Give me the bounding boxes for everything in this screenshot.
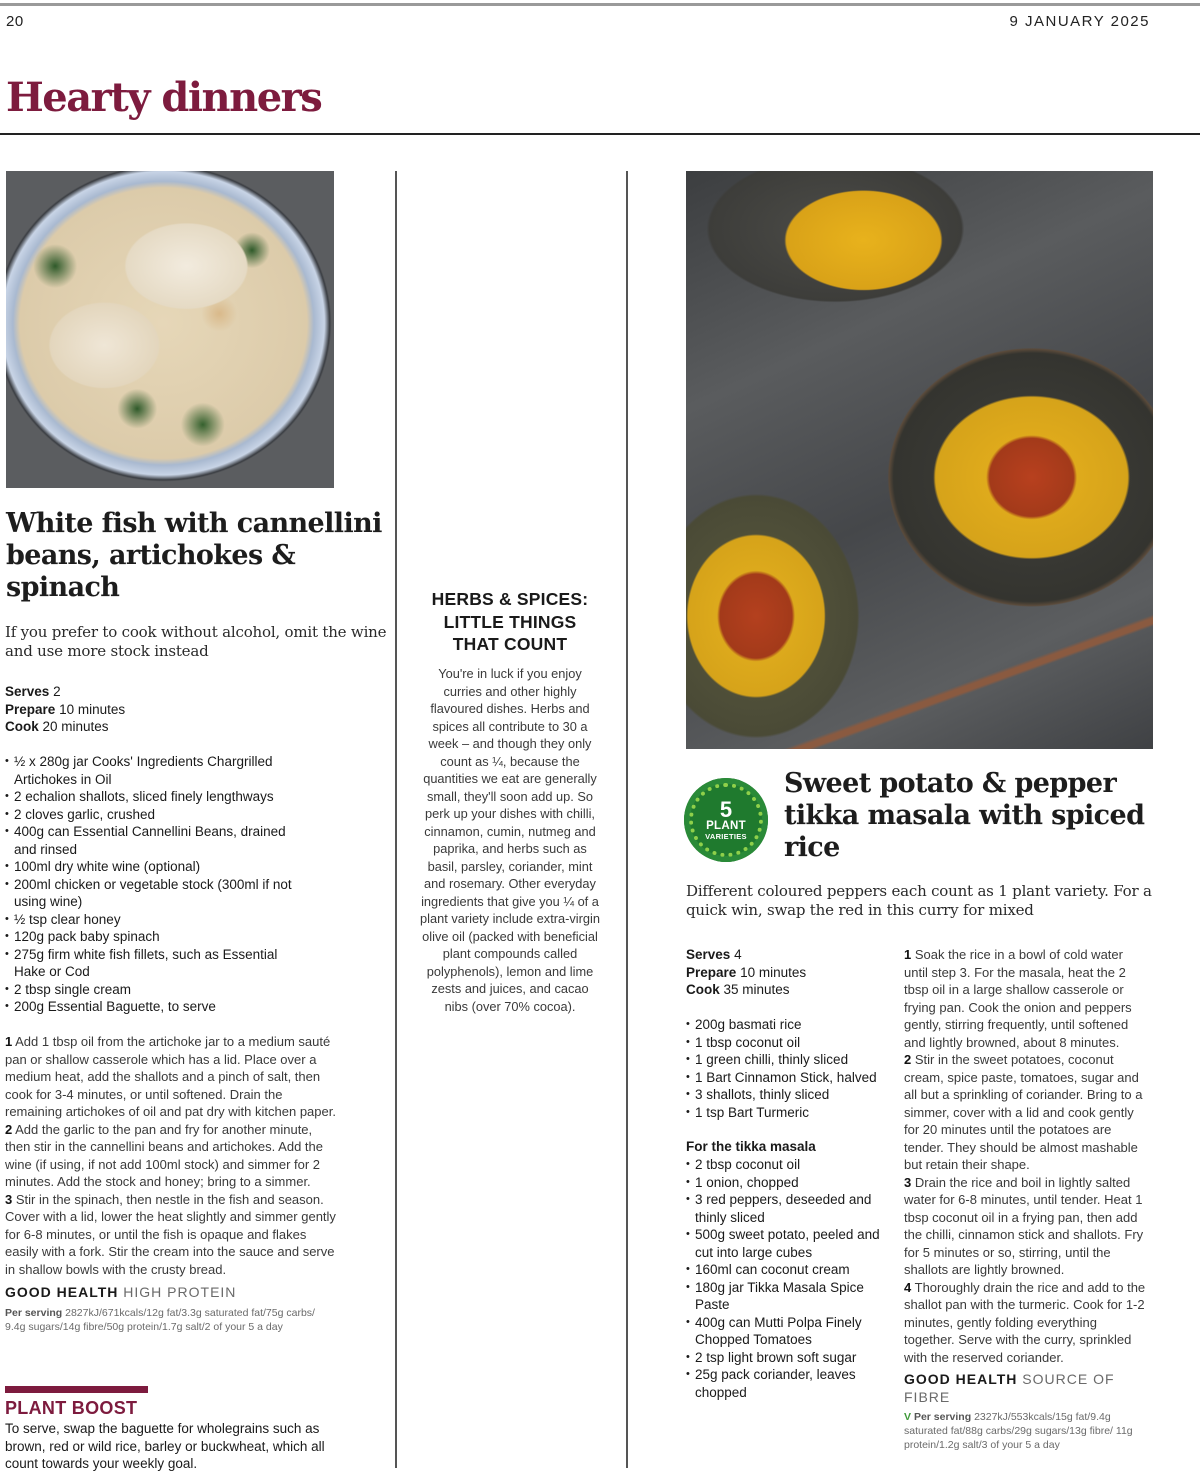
ingredient-item: • 2 echalion shallots, sliced finely lengthways xyxy=(5,788,295,806)
step-number: 3 xyxy=(5,1191,13,1207)
prepare-value: 10 minutes xyxy=(740,964,807,980)
step-text: Add 1 tbsp oil from the artichoke jar to a medium sauté pan or shallow casserole which has a lid. Place over a medium heat, add the shallots and a pinch of salt, then cook for 3-4 minutes, or until softened. Drain the remaining artichokes of oil and pat dry with kitchen paper. xyxy=(5,1034,336,1119)
step-text: Soak the rice in a bowl of cold water until step 3. For the masala, heat the 2 tbsp oil in a large shallow casserole or frying pan. Cook the onion and peppers gently, stirring frequently, until softened and lightly browned, about 8 minutes. xyxy=(904,947,1132,1050)
ingredient-item: • 100ml dry white wine (optional) xyxy=(5,858,295,876)
curry-recipe-meta xyxy=(686,946,886,999)
fish-good-health xyxy=(5,1283,385,1301)
step-number: 1 xyxy=(904,947,912,962)
ingredient-item: • 1 green chilli, thinly sliced xyxy=(686,1051,886,1069)
curry-good-health xyxy=(904,1370,1144,1406)
fish-method xyxy=(5,1033,340,1278)
cook-value: 20 minutes xyxy=(42,719,109,734)
sidebar-body: You're in luck if you enjoy curries and other highly flavoured dishes. Herbs and spices all contribute to 30 a week – and though they only count as ¼, because the quantities we eat are generally small, they'll soon add up. So perk up your dishes with chilli, cinnamon, cumin, nutmeg and paprika, and herbs such as basil, parsley, coriander, mint and rosemary. Other everyday ingredients that give you ¼ of a plant variety include extra-virgin olive oil (packed with beneficial plant compounds called polyphenols), lemon and lime zests and juices, and cacao nibs (over 70% cocoa). xyxy=(420,666,600,1014)
ingredient-item: • 200ml chicken or vegetable stock (300ml if not using wine) xyxy=(5,876,295,911)
fish-recipe-standfirst: If you prefer to cook without alcohol, omit the wine and use more stock instead xyxy=(5,623,387,660)
sidebar-title-line: HERBS & SPICES: xyxy=(431,589,589,609)
plant-boost-title: PLANT BOOST xyxy=(5,1398,138,1418)
serves-label: Serves xyxy=(686,947,731,962)
ingredient-item: • 2 cloves garlic, crushed xyxy=(5,806,295,824)
ingredient-item: • 200g basmati rice xyxy=(686,1016,886,1034)
prepare-row xyxy=(5,701,305,719)
column-divider-2 xyxy=(626,171,628,1468)
ingredient-item: • 180g jar Tikka Masala Spice Paste xyxy=(686,1279,881,1314)
ingredient-item: • 500g sweet potato, peeled and cut into large cubes xyxy=(686,1226,881,1261)
step-text: Drain the rice and boil in lightly salted water for 6-8 minutes, until tender. Heat 1 tbsp coconut oil in a frying pan, then add the chilli, cinnamon stick and shallots. Fry for 5 minutes or so, stirring, until the shallots are lightly browned. xyxy=(904,1174,1144,1277)
tikka-subhead: For the tikka masala xyxy=(686,1139,816,1154)
ingredient-item: • 200g Essential Baguette, to serve xyxy=(5,998,295,1016)
plant-varieties-badge xyxy=(684,778,768,862)
ingredient-item: • ½ tsp clear honey xyxy=(5,911,295,929)
step-number: 1 xyxy=(5,1034,13,1049)
serves-value: 4 xyxy=(734,947,742,962)
cook-row xyxy=(5,718,305,736)
serves-row xyxy=(5,683,305,701)
tikka-ingredients-list xyxy=(686,1156,881,1401)
rice-ingredients-list xyxy=(686,1016,886,1121)
step-number: 2 xyxy=(904,1052,912,1067)
step-text: Thoroughly drain the rice and add to the shallot pan with the turmeric. Cook for 1-2 minutes, gently folding everything together. Serve with the curry, sprinkled with the reserved coriander. xyxy=(904,1279,1146,1365)
serves-label: Serves xyxy=(5,684,50,699)
sidebar-title xyxy=(410,588,610,656)
good-health-value: SOURCE OF FIBRE xyxy=(904,1371,1115,1405)
cook-label: Cook xyxy=(5,719,39,734)
method-step xyxy=(5,1121,340,1191)
cook-label: Cook xyxy=(686,982,720,997)
ingredient-item: • 2 tsp light brown soft sugar xyxy=(686,1349,881,1367)
ingredient-item: • 400g can Mutti Polpa Finely Chopped Tomatoes xyxy=(686,1314,881,1349)
section-title: Hearty dinners xyxy=(6,74,322,121)
cook-row xyxy=(686,981,886,999)
prepare-label: Prepare xyxy=(686,964,737,980)
method-step xyxy=(904,1279,1149,1367)
curry-method xyxy=(904,946,1149,1366)
step-number: 4 xyxy=(904,1279,912,1295)
ingredient-item: • 2 tbsp coconut oil xyxy=(686,1156,881,1174)
method-step xyxy=(904,946,1149,1051)
sidebar-title-line: THAT COUNT xyxy=(452,634,568,654)
badge-number: 5 xyxy=(719,796,733,822)
prepare-value: 10 minutes xyxy=(59,701,126,717)
curry-nutrition xyxy=(904,1410,1149,1452)
vegetarian-icon: V xyxy=(904,1411,912,1423)
ingredient-item: • 25g pack coriander, leaves chopped xyxy=(686,1366,881,1401)
method-step xyxy=(5,1191,340,1279)
step-text: Stir in the spinach, then nestle in the fish and season. Cover with a lid, lower the heat slightly and simmer gently for 6-8 minutes, or until the fish is opaque and flakes easily with a fork. Stir the cream into the sauce and serve in shallow bowls with the crusty bread. xyxy=(5,1191,336,1277)
good-health-label: GOOD HEALTH xyxy=(5,1284,119,1300)
step-text: Add the garlic to the pan and fry for another minute, then stir in the cannellini beans and artichokes. Add the wine (if using, if not add 100ml stock) and simmer for 2 minutes. Add the stock and honey; bring to a simmer. xyxy=(5,1121,323,1189)
fish-recipe-title: White fish with cannellini beans, artichokes & spinach xyxy=(6,508,382,603)
prepare-row xyxy=(686,964,886,982)
step-number: 3 xyxy=(904,1174,912,1190)
ingredient-item: • 1 tsp Bart Turmeric xyxy=(686,1104,886,1122)
sidebar-title-line: LITTLE THINGS xyxy=(443,611,577,632)
good-health-value: HIGH PROTEIN xyxy=(123,1284,237,1300)
curry-dish-photo xyxy=(686,171,1153,749)
curry-recipe-title: Sweet potato & pepper tikka masala with spiced rice xyxy=(784,768,1145,863)
top-rule xyxy=(0,3,1200,6)
ingredient-item: • 1 onion, chopped xyxy=(686,1174,881,1192)
ingredient-item: • 160ml can coconut cream xyxy=(686,1261,881,1279)
ingredient-item: • 2 tbsp single cream xyxy=(5,981,295,999)
curry-recipe-standfirst: Different coloured peppers each count as 1 plant variety. For a quick win, swap the red in this curry for mixed xyxy=(686,882,1152,919)
step-number: 2 xyxy=(5,1121,13,1137)
ingredient-item: • 1 Bart Cinnamon Stick, halved xyxy=(686,1069,886,1087)
per-serving-value: 2827kJ/671kcals/12g fat/3.3g saturated fat/75g carbs/ 9.4g sugars/14g fibre/50g protein/1.7g salt/2 of your 5 a day xyxy=(5,1307,315,1333)
ingredient-item: • ½ x 280g jar Cooks' Ingredients Chargrilled Artichokes in Oil xyxy=(5,753,295,788)
good-health-label: GOOD HEALTH xyxy=(904,1371,1018,1387)
fish-dish-photo xyxy=(6,171,334,488)
per-serving-value: 2327kJ/553kcals/15g fat/9.4g saturated fat/88g carbs/29g sugars/13g fibre/ 11g protein/1.2g salt/3 of your 5 a day xyxy=(904,1411,1133,1451)
per-serving-label: Per serving xyxy=(5,1307,63,1319)
ingredient-item: • 120g pack baby spinach xyxy=(5,928,295,946)
prepare-label: Prepare xyxy=(5,701,56,717)
ingredient-item: • 3 shallots, thinly sliced xyxy=(686,1086,886,1104)
title-rule xyxy=(0,133,1200,135)
method-step xyxy=(904,1051,1149,1174)
ingredient-item: • 1 tbsp coconut oil xyxy=(686,1034,886,1052)
badge-line-1: PLANT xyxy=(706,819,746,832)
fish-nutrition xyxy=(5,1306,335,1334)
ingredient-item: • 275g firm white fish fillets, such as Essential Hake or Cod xyxy=(5,946,295,981)
issue-date: 9 JANUARY 2025 xyxy=(1009,13,1150,30)
serves-value: 2 xyxy=(53,684,61,699)
cook-value: 35 minutes xyxy=(723,982,790,997)
plant-boost-text: To serve, swap the baguette for wholegrains such as brown, red or wild rice, barley or buckwheat, which all count towards your weekly goal. xyxy=(5,1421,325,1472)
page-number: 20 xyxy=(6,13,24,30)
fish-ingredients-list xyxy=(5,753,295,1016)
per-serving-label: Per serving xyxy=(913,1411,972,1423)
ingredient-item: • 3 red peppers, deseeded and thinly sliced xyxy=(686,1191,881,1226)
fish-recipe-meta xyxy=(5,683,305,736)
plant-boost-bar xyxy=(5,1386,148,1393)
badge-line-2: VARIETIES xyxy=(705,831,747,841)
column-divider-1 xyxy=(395,171,397,1468)
ingredient-item: • 400g can Essential Cannellini Beans, drained and rinsed xyxy=(5,823,295,858)
method-step xyxy=(5,1033,340,1121)
step-text: Stir in the sweet potatoes, coconut cream, spice paste, tomatoes, sugar and all but a sprinkling of coriander. Bring to a simmer, cover with a lid and cook gently for 20 minutes until the potatoes are tender. They should be almost mashable but retain their shape. xyxy=(904,1052,1143,1172)
method-step xyxy=(904,1174,1149,1279)
serves-row xyxy=(686,946,886,964)
